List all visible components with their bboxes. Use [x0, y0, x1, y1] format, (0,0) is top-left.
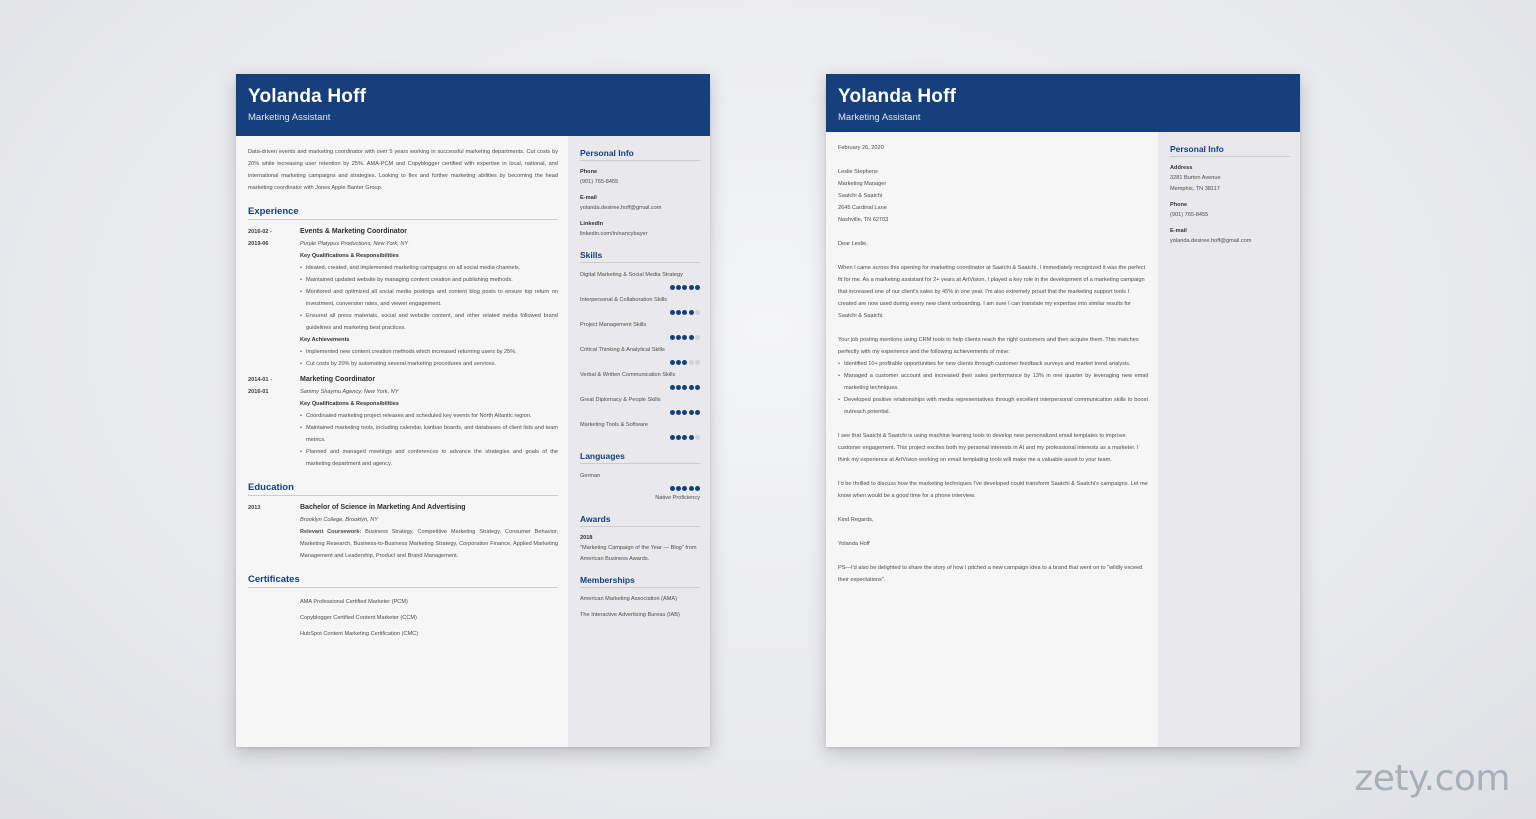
achievements-label: Key Achievements: [300, 337, 350, 343]
certificate-item: AMA Professional Certified Marketer (PCM): [300, 599, 408, 605]
rating-dot-filled: [676, 435, 681, 440]
resume-name: Yolanda Hoff: [248, 86, 367, 107]
zety-logo: zety.com: [1354, 758, 1510, 799]
rating-dot-filled: [689, 335, 694, 340]
rating-dot-filled: [670, 285, 675, 290]
recipient-line: Saatchi & Saatchi: [838, 193, 883, 199]
language-rating: [580, 482, 700, 492]
coursework-text: Business Strategy, Competitive Marketing Strategy, Consumer Behavior, Marketing Research, Business-to-Business Marketing Strategy, Corporation Finance, Applied Marketing Management and Leadership, Product and Brand Management.: [300, 529, 558, 559]
list-item: • Maintained updated website by managing content creation and publishing methods.: [300, 274, 558, 286]
skill-item: [580, 294, 700, 316]
recipient-line: Leslie Stephens: [838, 169, 878, 175]
rating-dot-filled: [689, 435, 694, 440]
rating-dot-filled: [676, 285, 681, 290]
education-heading: Education: [248, 482, 558, 496]
job-company: Purple Platypus Productions, New York, NY: [300, 241, 409, 247]
qualifications-list: [300, 262, 558, 334]
awards-heading: Awards: [580, 514, 700, 527]
education-year: 2013: [248, 505, 261, 511]
qualifications-label: Key Qualifications & Responsibilities: [300, 401, 399, 407]
letter-signature: Yolanda Hoff: [838, 541, 870, 547]
rating-dot-filled: [670, 310, 675, 315]
certificates-heading: Certificates: [248, 574, 558, 588]
rating-dot-empty: [695, 335, 700, 340]
resume-summary: Data-driven events and marketing coordinator with over 5 years working in successful marketing departments. Cut costs by 20% while increasing user retention by 25%. AMA-PCM and Copyblogger certified with expertise in local, national, and international marketing campaigns and strategies. Looking to flex and further marketing abilities by becoming the head marketing coordinator with Jones Apple Banter Group.: [248, 149, 558, 191]
rating-dot-filled: [682, 335, 687, 340]
rating-dot-empty: [695, 310, 700, 315]
skill-name: Critical Thinking & Analytical Skills: [580, 347, 665, 353]
education-entry: [248, 502, 558, 562]
phone-value: (901) 765-8455: [580, 179, 619, 185]
letter-name: Yolanda Hoff: [838, 86, 957, 107]
rating-dot-filled: [695, 410, 700, 415]
list-item: • Managed a customer account and increased their sales performance by 13% in one quarter by leveraging new email marketing techniques.: [838, 370, 1148, 394]
letter-role: Marketing Assistant: [838, 112, 921, 123]
rating-dot-filled: [689, 285, 694, 290]
skill-rating: [580, 331, 700, 341]
languages-heading: Languages: [580, 451, 700, 464]
job-date-end: 2019-06: [248, 241, 269, 247]
language-item: [580, 470, 700, 504]
list-item: • Developed positive relationships with media representatives through excellent interpersonal communication skills to boost outreach potential.: [838, 394, 1148, 418]
letter-sidebar: [1158, 132, 1300, 747]
membership-item: The Interactive Advertising Bureau (IAB): [580, 612, 680, 618]
rating-dot-filled: [670, 360, 675, 365]
rating-dot-filled: [676, 360, 681, 365]
skills-list: [580, 269, 700, 441]
rating-dot-filled: [670, 335, 675, 340]
rating-dot-filled: [695, 285, 700, 290]
email-value: yolanda.desiree.hoff@gmail.com: [1170, 238, 1252, 244]
recipient-line: Marketing Manager: [838, 181, 887, 187]
certificate-item: HubSpot Content Marketing Certification (CMC): [300, 631, 419, 637]
skill-rating: [580, 281, 700, 291]
letter-paragraph: When I came across this opening for marketing coordinator at Saatchi & Saatchi, I immediately recognized it was the perfect fit for me. As a marketing assistant for 2+ years at ArtVision, I played a key role in the development of a marketing campaign that increased one of our client's sales by 45% in one year. I'm also extremely proud that the marketing support tools I created are now used during every new client onboarding. I am sure I can translate my expertise into similar results for Saatchi & Saatchi.: [838, 265, 1146, 319]
rating-dot-filled: [695, 486, 700, 491]
rating-dot-filled: [682, 435, 687, 440]
skill-rating: [580, 356, 700, 366]
skill-name: Marketing Tools & Software: [580, 422, 648, 428]
email-label: E-mail: [580, 195, 597, 201]
recipient-line: 2645 Cardinal Lane: [838, 205, 887, 211]
job-date-start: 2016-02 -: [248, 229, 272, 235]
award-year: 2018: [580, 535, 593, 541]
rating-dot-filled: [682, 410, 687, 415]
address-value: [1170, 173, 1290, 195]
rating-dot-filled: [682, 310, 687, 315]
rating-dot-filled: [676, 385, 681, 390]
achievements-list: [300, 346, 558, 370]
job-entry: [248, 226, 558, 370]
linkedin-label: LinkedIn: [580, 221, 603, 227]
skill-rating: [580, 431, 700, 441]
list-item: • Coordinated marketing project releases and scheduled key events for North Atlantic region.: [300, 410, 558, 422]
award-text: "Marketing Campaign of the Year — Blog" from American Business Awards.: [580, 545, 697, 562]
coursework: [300, 526, 558, 562]
letter-paragraph: I'd be thrilled to discuss how the marketing techniques I've developed could transform Saatchi & Saatchi's campaigns. Let me know when would be a good time for a phone interview.: [838, 481, 1148, 499]
list-item: • Maintained marketing tools, including calendar, kanban boards, and databases of client lists and team metrics.: [300, 422, 558, 446]
skill-name: Project Management Skills: [580, 322, 647, 328]
letter-bullets: [838, 358, 1148, 418]
certificate-item: Copyblogger Certified Content Marketer (CCM): [300, 615, 417, 621]
skill-item: [580, 269, 700, 291]
list-item: • Planned and managed meetings and conferences to advance the strategies and goals of the marketing department and agency.: [300, 446, 558, 470]
rating-dot-filled: [670, 410, 675, 415]
phone-label: Phone: [580, 169, 598, 175]
degree-title: Bachelor of Science in Marketing And Advertising: [300, 504, 466, 511]
list-item: • Ensured all press materials, social and website content, and other related media followed brand guidelines and marketing best practices.: [300, 310, 558, 334]
rating-dot-filled: [689, 410, 694, 415]
recipient-line: Nashville, TN 62703: [838, 217, 889, 223]
memberships-heading: Memberships: [580, 575, 700, 588]
rating-dot-empty: [695, 435, 700, 440]
rating-dot-filled: [676, 486, 681, 491]
personal-info-heading: Personal Info: [580, 148, 700, 161]
phone-label: Phone: [1170, 202, 1188, 208]
resume-role: Marketing Assistant: [248, 112, 331, 123]
list-item: • Implemented new content creation methods which increased returning users by 25%.: [300, 346, 558, 358]
membership-item: American Marketing Association (AMA): [580, 596, 677, 602]
skill-rating: [580, 406, 700, 416]
skill-item: [580, 394, 700, 416]
resume-page: [236, 74, 710, 747]
skill-item: [580, 319, 700, 341]
skill-item: [580, 344, 700, 366]
letter-ps: PS—I'd also be delighted to share the story of how I pitched a new campaign idea to a brand that went on to "wildly exceed their expectations".: [838, 565, 1143, 583]
rating-dot-filled: [695, 385, 700, 390]
cover-letter-page: [826, 74, 1300, 747]
rating-dot-filled: [682, 360, 687, 365]
skills-heading: Skills: [580, 250, 700, 263]
job-entry: [248, 374, 558, 470]
rating-dot-filled: [676, 310, 681, 315]
qualifications-label: Key Qualifications & Responsibilities: [300, 253, 399, 259]
recipient-block: [838, 166, 1148, 226]
language-name: German: [580, 473, 601, 479]
linkedin-value: linkedin.com/in/nancybayer: [580, 231, 648, 237]
rating-dot-filled: [670, 385, 675, 390]
qualifications-list: [300, 410, 558, 470]
skill-rating: [580, 381, 700, 391]
rating-dot-filled: [676, 410, 681, 415]
list-item: • Ideated, created, and implemented marketing campaigns on all social media channels.: [300, 262, 558, 274]
rating-dot-filled: [676, 335, 681, 340]
letter-closing: Kind Regards,: [838, 517, 874, 523]
skill-rating: [580, 306, 700, 316]
language-proficiency: Native Proficiency: [655, 495, 700, 501]
rating-dot-filled: [670, 435, 675, 440]
skill-item: [580, 419, 700, 441]
address-line: Memphis, TN 38117: [1170, 186, 1220, 192]
resume-header: [236, 74, 710, 136]
rating-dot-filled: [682, 285, 687, 290]
job-company: Sammy Shaymu Agency, New York, NY: [300, 389, 399, 395]
address-label: Address: [1170, 165, 1193, 171]
resume-main-column: [236, 136, 568, 747]
list-item: • Identified 10+ profitable opportunities for new clients through customer feedback surveys and market trend analysis.: [838, 358, 1148, 370]
letter-paragraph: Your job posting mentions using CRM tools to help clients reach the right customers and then acquire them. This matches perfectly with my experience and the following achievements of mine:: [838, 337, 1139, 355]
email-value: yolanda.desiree.hoff@gmail.com: [580, 205, 662, 211]
job-title: Marketing Coordinator: [300, 376, 376, 383]
letter-date: February 26, 2020: [838, 145, 884, 151]
rating-dot-filled: [670, 486, 675, 491]
coursework-label: Relevant Coursework:: [300, 529, 362, 535]
rating-dot-filled: [689, 310, 694, 315]
job-date-end: 2016-01: [248, 389, 269, 395]
phone-value: (901) 765-8455: [1170, 212, 1209, 218]
resume-sidebar: [568, 136, 710, 747]
email-label: E-mail: [1170, 228, 1187, 234]
skill-name: Digital Marketing & Social Media Strategy: [580, 272, 683, 278]
school-name: Brooklyn College, Brooklyn, NY: [300, 517, 379, 523]
rating-dot-empty: [689, 360, 694, 365]
rating-dot-filled: [689, 385, 694, 390]
rating-dot-filled: [682, 486, 687, 491]
job-date-start: 2014-01 -: [248, 377, 272, 383]
letter-greeting: Dear Leslie,: [838, 241, 868, 247]
personal-info-heading: Personal Info: [1170, 144, 1290, 157]
letter-header: [826, 74, 1300, 132]
skill-name: Interpersonal & Collaboration Skills: [580, 297, 668, 303]
list-item: • Monitored and optimized all social media postings and content blog posts to ensure top return on investment, conversion rates, and viewer engagement.: [300, 286, 558, 310]
skill-name: Great Diplomacy & People Skills: [580, 397, 661, 403]
skill-name: Verbal & Written Communication Skills: [580, 372, 676, 378]
experience-heading: Experience: [248, 206, 558, 220]
letter-paragraph: I see that Saatchi & Saatchi is using machine learning tools to develop new personalized email templates to improve customer engagement. This project excites both my personal interests in AI and my professional interests as a marketer. I think my experience at ArtVision working on email templating tools will make me a valuable asset to your team.: [838, 433, 1139, 463]
rating-dot-filled: [682, 385, 687, 390]
rating-dot-empty: [695, 360, 700, 365]
job-title: Events & Marketing Coordinator: [300, 228, 407, 235]
rating-dot-filled: [689, 486, 694, 491]
list-item: • Cut costs by 20% by automating several marketing procedures and services.: [300, 358, 558, 370]
skill-item: [580, 369, 700, 391]
letter-body: [826, 132, 1158, 747]
address-line: 3281 Burton Avenue: [1170, 175, 1221, 181]
